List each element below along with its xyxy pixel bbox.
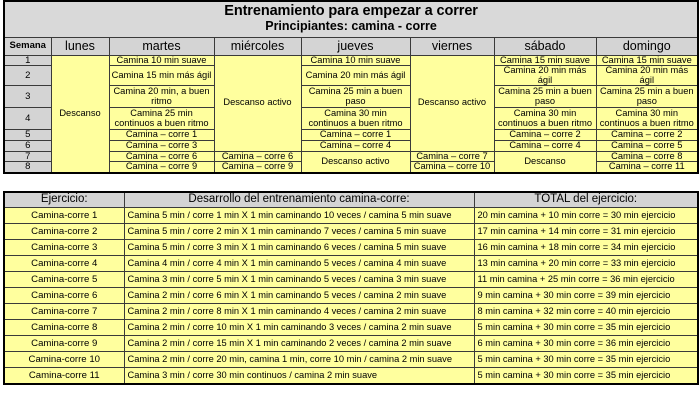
cell-domingo-w1: Camina 15 min suave xyxy=(596,55,698,66)
week-number: 6 xyxy=(4,140,51,151)
cell-domingo-w3: Camina 25 min a buen paso xyxy=(596,86,698,108)
cell-viernes-w7: Camina – corre 7 xyxy=(410,151,494,162)
cell-sabado-w6: Camina – corre 4 xyxy=(494,140,596,151)
exercise-description: Camina 5 min / corre 1 min X 1 min caminando 10 veces / camina 5 min suave xyxy=(124,208,474,224)
exercise-row xyxy=(4,304,698,320)
exercise-total: 9 min camina + 30 min corre = 39 min ejercicio xyxy=(474,288,698,304)
exercise-total: 16 min camina + 18 min corre = 34 min ejercicio xyxy=(474,240,698,256)
cell-sabado-w3: Camina 25 min a buen paso xyxy=(494,86,596,108)
cell-martes-w4: Camina 25 min continuos a buen ritmo xyxy=(109,108,214,130)
week-number: 2 xyxy=(4,66,51,86)
schedule-row-week-3 xyxy=(4,86,698,108)
exercise-name: Camina-corre 7 xyxy=(4,304,124,320)
cell-sabado-w4: Camina 30 min continuos a buen ritmo xyxy=(494,108,596,130)
exercise-total: 5 min camina + 30 min corre = 35 min ejercicio xyxy=(474,320,698,336)
exercise-total: 8 min camina + 32 min corre = 40 min ejercicio xyxy=(474,304,698,320)
col-header-total: TOTAL del ejercicio: xyxy=(474,192,698,208)
page-title: Entrenamiento para empezar a correr xyxy=(224,3,478,20)
page-subtitle: Principiantes: camina - corre xyxy=(265,19,437,34)
col-header-miercoles: miércoles xyxy=(214,37,301,55)
cell-sabado-descanso: Descanso xyxy=(494,151,596,173)
cell-martes-w6: Camina – corre 3 xyxy=(109,140,214,151)
cell-martes-w3: Camina 20 min, a buen ritmo xyxy=(109,86,214,108)
week-number: 5 xyxy=(4,130,51,141)
exercise-description: Camina 4 min / corre 4 min X 1 min caminando 5 veces / camina 4 min suave xyxy=(124,256,474,272)
cell-jueves-w5: Camina – corre 1 xyxy=(301,130,410,141)
exercise-row xyxy=(4,320,698,336)
exercise-description: Camina 3 min / corre 30 min continuos / camina 2 min suave xyxy=(124,368,474,384)
title-cell xyxy=(4,1,698,37)
cell-domingo-w2: Camina 20 min más ágil xyxy=(596,66,698,86)
col-header-martes: martes xyxy=(109,37,214,55)
cell-jueves-w4: Camina 30 min continuos a buen ritmo xyxy=(301,108,410,130)
exercise-name: Camina-corre 1 xyxy=(4,208,124,224)
schedule-row-week-7 xyxy=(4,151,698,162)
col-header-sabado: sábado xyxy=(494,37,596,55)
cell-domingo-w7: Camina – corre 8 xyxy=(596,151,698,162)
table-spacer xyxy=(0,174,700,191)
exercise-name: Camina-corre 6 xyxy=(4,288,124,304)
exercise-total: 20 min camina + 10 min corre = 30 min ejercicio xyxy=(474,208,698,224)
exercise-name: Camina-corre 9 xyxy=(4,336,124,352)
cell-martes-w1: Camina 10 min suave xyxy=(109,55,214,66)
exercise-description: Camina 2 min / corre 15 min X 1 min caminando 2 veces / camina 2 min suave xyxy=(124,336,474,352)
cell-domingo-w8: Camina – corre 11 xyxy=(596,162,698,173)
weekly-schedule-table xyxy=(3,0,699,174)
col-header-semana: Semana xyxy=(4,37,51,55)
exercise-detail-table xyxy=(3,191,699,385)
schedule-row-week-2 xyxy=(4,66,698,86)
exercise-total: 5 min camina + 30 min corre = 35 min ejercicio xyxy=(474,352,698,368)
exercise-name: Camina-corre 8 xyxy=(4,320,124,336)
exercise-description: Camina 2 min / corre 6 min X 1 min caminando 5 veces / camina 2 min suave xyxy=(124,288,474,304)
week-number: 3 xyxy=(4,86,51,108)
cell-sabado-w5: Camina – corre 2 xyxy=(494,130,596,141)
week-number: 7 xyxy=(4,151,51,162)
exercise-description: Camina 5 min / corre 2 min X 1 min caminando 7 veces / camina 5 min suave xyxy=(124,224,474,240)
schedule-row-week-1 xyxy=(4,55,698,66)
week-number: 8 xyxy=(4,162,51,173)
cell-miercoles-descanso-activo: Descanso activo xyxy=(214,55,301,151)
schedule-row-week-6 xyxy=(4,140,698,151)
exercise-total: 5 min camina + 30 min corre = 35 min ejercicio xyxy=(474,368,698,384)
schedule-row-week-5 xyxy=(4,130,698,141)
cell-viernes-w8: Camina – corre 10 xyxy=(410,162,494,173)
cell-miercoles-w8: Camina – corre 9 xyxy=(214,162,301,173)
exercise-description: Camina 5 min / corre 3 min X 1 min caminando 6 veces / camina 5 min suave xyxy=(124,240,474,256)
cell-domingo-w5: Camina – corre 2 xyxy=(596,130,698,141)
exercise-row xyxy=(4,352,698,368)
col-header-lunes: lunes xyxy=(51,37,109,55)
cell-miercoles-w7: Camina – corre 6 xyxy=(214,151,301,162)
cell-domingo-w6: Camina – corre 5 xyxy=(596,140,698,151)
col-header-domingo: domingo xyxy=(596,37,698,55)
cell-domingo-w4: Camina 30 min continuos a buen ritmo xyxy=(596,108,698,130)
cell-sabado-w1: Camina 15 min suave xyxy=(494,55,596,66)
exercise-total: 13 min camina + 20 min corre = 33 min ejercicio xyxy=(474,256,698,272)
week-number: 4 xyxy=(4,108,51,130)
exercise-row xyxy=(4,208,698,224)
cell-viernes-descanso-activo: Descanso activo xyxy=(410,55,494,151)
exercise-name: Camina-corre 10 xyxy=(4,352,124,368)
cell-martes-w2: Camina 15 min más ágil xyxy=(109,66,214,86)
exercise-row xyxy=(4,224,698,240)
cell-lunes-descanso: Descanso xyxy=(51,55,109,173)
exercise-description: Camina 3 min / corre 5 min X 1 min caminando 5 veces / camina 3 min suave xyxy=(124,272,474,288)
exercise-description: Camina 2 min / corre 20 min, camina 1 min, corre 10 min / camina 2 min suave xyxy=(124,352,474,368)
exercise-description: Camina 2 min / corre 8 min X 1 min caminando 4 veces / camina 2 min suave xyxy=(124,304,474,320)
exercise-name: Camina-corre 2 xyxy=(4,224,124,240)
title-row xyxy=(4,1,698,37)
exercise-row xyxy=(4,288,698,304)
cell-martes-w7: Camina – corre 6 xyxy=(109,151,214,162)
col-header-viernes: viernes xyxy=(410,37,494,55)
col-header-desarrollo: Desarrollo del entrenamiento camina-corre: xyxy=(124,192,474,208)
cell-martes-w5: Camina – corre 1 xyxy=(109,130,214,141)
exercise-row xyxy=(4,256,698,272)
cell-jueves-w6: Camina – corre 4 xyxy=(301,140,410,151)
schedule-row-week-4 xyxy=(4,108,698,130)
cell-jueves-descanso-activo: Descanso activo xyxy=(301,151,410,173)
exercise-name: Camina-corre 4 xyxy=(4,256,124,272)
exercise-row xyxy=(4,272,698,288)
week-number: 1 xyxy=(4,55,51,66)
exercise-description: Camina 2 min / corre 10 min X 1 min caminando 3 veces / camina 2 min suave xyxy=(124,320,474,336)
col-header-jueves: jueves xyxy=(301,37,410,55)
col-header-ejercicio: Ejercicio: xyxy=(4,192,124,208)
exercise-row xyxy=(4,240,698,256)
exercise-name: Camina-corre 11 xyxy=(4,368,124,384)
cell-jueves-w2: Camina 20 min más ágil xyxy=(301,66,410,86)
exercise-row xyxy=(4,336,698,352)
exercise-header-row xyxy=(4,192,698,208)
weekday-header-row xyxy=(4,37,698,55)
exercise-name: Camina-corre 3 xyxy=(4,240,124,256)
exercise-total: 17 min camina + 14 min corre = 31 min ejercicio xyxy=(474,224,698,240)
cell-jueves-w1: Camina 10 min suave xyxy=(301,55,410,66)
exercise-total: 6 min camina + 30 min corre = 36 min ejercicio xyxy=(474,336,698,352)
exercise-name: Camina-corre 5 xyxy=(4,272,124,288)
cell-martes-w8: Camina – corre 9 xyxy=(109,162,214,173)
cell-jueves-w3: Camina 25 min a buen paso xyxy=(301,86,410,108)
cell-sabado-w2: Camina 20 min más ágil xyxy=(494,66,596,86)
exercise-total: 11 min camina + 25 min corre = 36 min ejercicio xyxy=(474,272,698,288)
exercise-row xyxy=(4,368,698,384)
